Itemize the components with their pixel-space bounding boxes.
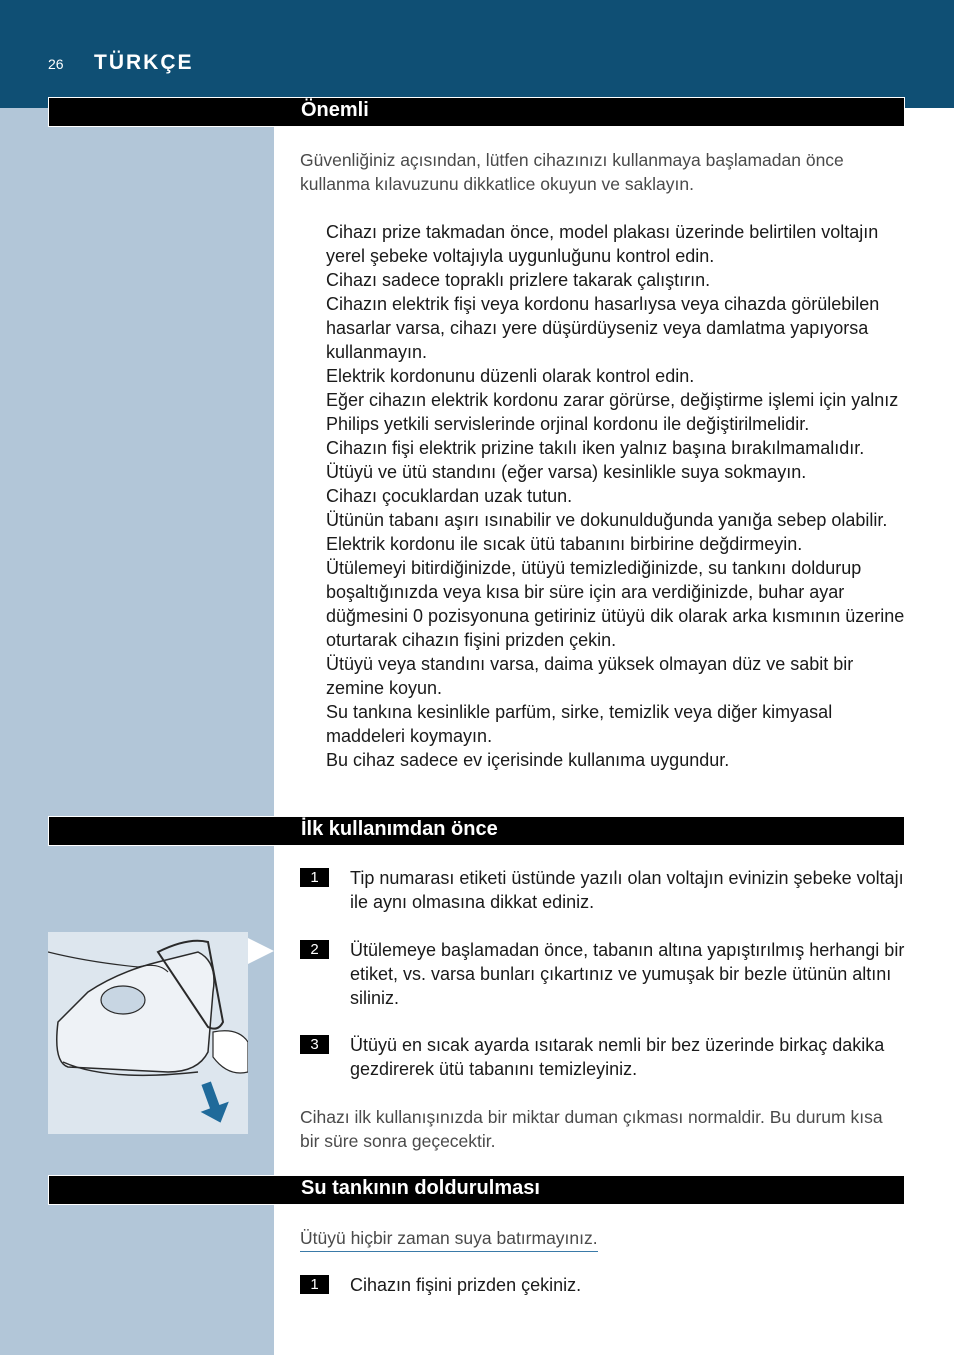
section-header-fill-tank bbox=[48, 1175, 905, 1205]
section-title: İlk kullanımdan önce bbox=[301, 818, 498, 840]
list-item: Cihazın fişi elektrik prizine takılı iken yalnız başına bırakılmamalıdır. bbox=[326, 438, 865, 458]
list-item: Cihazı çocuklardan uzak tutun. bbox=[326, 486, 573, 506]
step-text: Cihazın fişini prizden çekiniz. bbox=[350, 1275, 582, 1295]
list-item: Cihazı sadece topraklı prizlere takarak çalıştırın. bbox=[326, 270, 711, 290]
safety-list bbox=[326, 220, 916, 772]
language-title: TÜRKÇE bbox=[94, 51, 194, 74]
page-number: 26 bbox=[48, 56, 64, 72]
iron-illustration bbox=[48, 932, 248, 1134]
section-header-first-use bbox=[48, 816, 905, 846]
list-item: Su tankına kesinlikle parfüm, sirke, temizlik veya diğer kimyasal maddeleri koymayın. bbox=[326, 702, 833, 746]
list-item: Ütüyü veya standını varsa, daima yüksek olmayan düz ve sabit bir zemine koyun. bbox=[326, 654, 854, 698]
list-item: Ütülemeyi bitirdiğinizde, ütüyü temizlediğinizde, su tankını doldurup boşaltığınızda veya kısa bir süre için ara verdiğinizde, buhar ayar düğmesini 0 pozisyonuna getiriniz ütüyü dik olarak arka kısmının üzerine oturtarak cihazın fişini prizden çekin. bbox=[326, 558, 905, 650]
illustration-pointer bbox=[248, 938, 274, 964]
section-header-important bbox=[48, 97, 905, 127]
step-text: Ütüyü en sıcak ayarda ısıtarak nemli bir bez üzerinde birkaç dakika gezdirerek ütü tabanını temizleyiniz. bbox=[350, 1035, 885, 1079]
step-number: 2 bbox=[300, 940, 329, 959]
list-item: Bu cihaz sadece ev içerisinde kullanıma uygundur. bbox=[326, 750, 730, 770]
list-item: Elektrik kordonu ile sıcak ütü tabanını birbirine değdirmeyin. bbox=[326, 534, 803, 554]
list-item: Elektrik kordonunu düzenli olarak kontrol edin. bbox=[326, 366, 695, 386]
step-number: 1 bbox=[300, 868, 329, 887]
header-band bbox=[0, 0, 954, 108]
step-number: 3 bbox=[300, 1035, 329, 1054]
section-title: Su tankının doldurulması bbox=[301, 1177, 540, 1199]
important-intro: Güvenliğiniz açısından, lütfen cihazınızı kullanmaya başlamadan önce kullanma kılavuzunu dikkatlice okuyun ve saklayın. bbox=[300, 150, 844, 194]
first-use-note: Cihazı ilk kullanışınızda bir miktar duman çıkması normaldir. Bu durum kısa bir süre sonra geçecektir. bbox=[300, 1107, 883, 1151]
section-title: Önemli bbox=[301, 99, 369, 121]
left-margin-column bbox=[0, 0, 274, 1355]
list-item: Cihazın elektrik fişi veya kordonu hasarlıysa veya cihazda görülebilen hasarlar varsa, cihazı yere düşürdüyseniz veya damlatma yapıyorsa kullanmayın. bbox=[326, 294, 880, 362]
step-text: Ütülemeye başlamadan önce, tabanın altına yapıştırılmış herhangi bir etiket, vs. varsa bunları çıkartınız ve yumuşak bir bezle ütünün altını siliniz. bbox=[350, 940, 905, 1008]
fill-tank-warning: Ütüyü hiçbir zaman suya batırmayınız. bbox=[300, 1226, 598, 1252]
list-item: Cihazı prize takmadan önce, model plakası üzerinde belirtilen voltajın yerel şebeke voltajıyla uygunluğunu kontrol edin. bbox=[326, 222, 879, 266]
step-number: 1 bbox=[300, 1275, 329, 1294]
list-item: Eğer cihazın elektrik kordonu zarar görürse, değiştirme işlemi için yalnız Philips yetkili servislerinde orjinal kordonu ile değiştirilmelidir. bbox=[326, 390, 899, 434]
step-text: Tip numarası etiketi üstünde yazılı olan voltajın evinizin şebeke voltajı ile aynı olmasına dikkat ediniz. bbox=[350, 868, 904, 912]
list-item: Ütüyü ve ütü standını (eğer varsa) kesinlikle suya sokmayın. bbox=[326, 462, 807, 482]
list-item: Ütünün tabanı aşırı ısınabilir ve dokunulduğunda yanığa sebep olabilir. bbox=[326, 510, 888, 530]
